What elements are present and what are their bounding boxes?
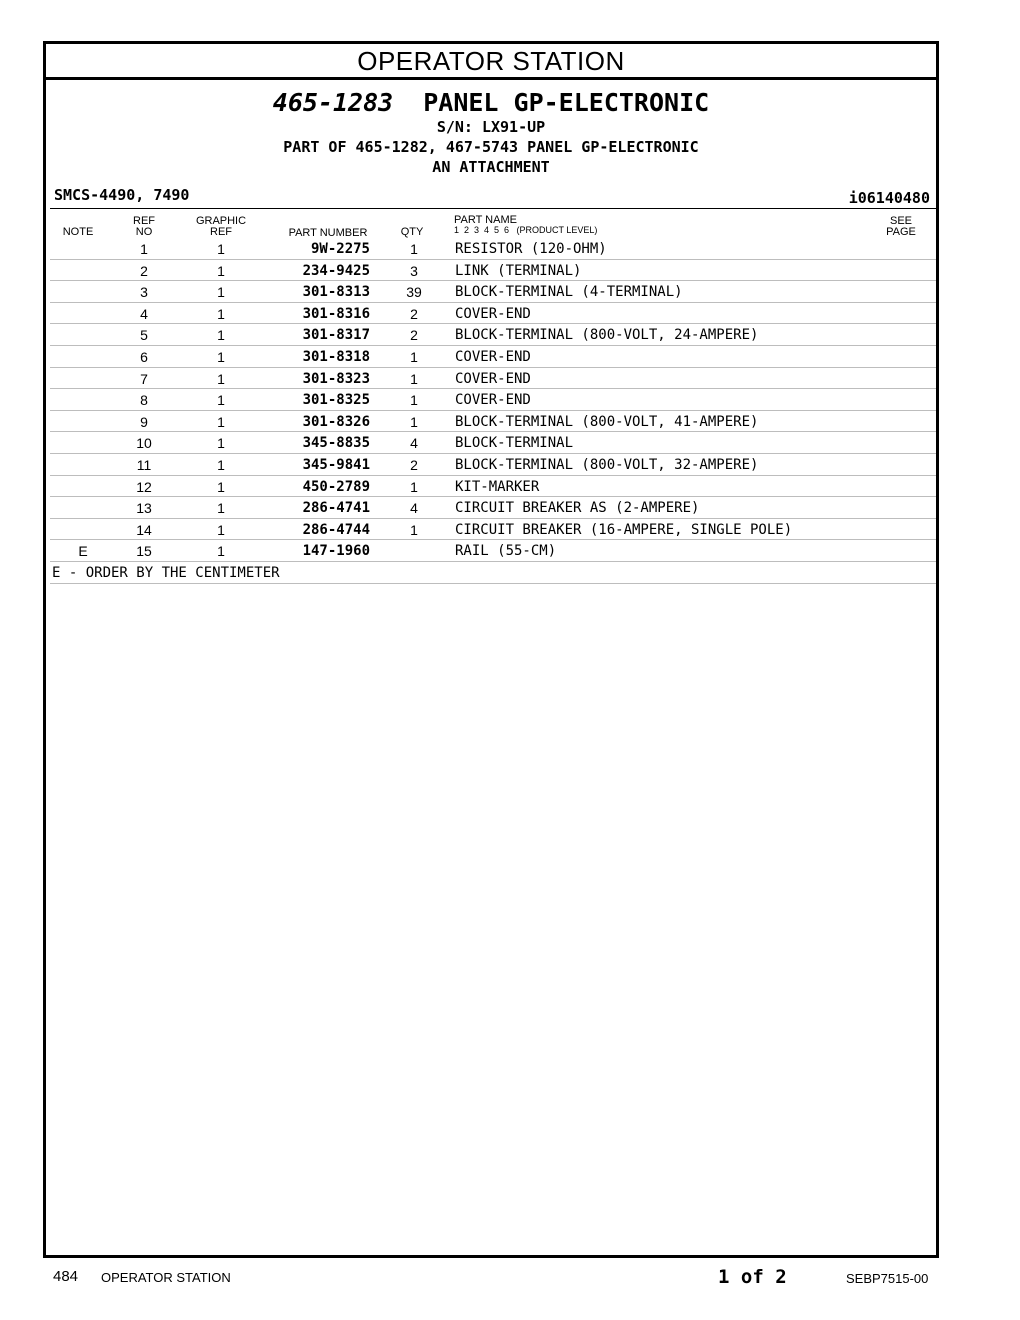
row-graphic-ref: 1: [217, 413, 225, 430]
row-graphic-ref: 1: [217, 392, 225, 409]
row-ref-no: 8: [140, 392, 148, 409]
footnote-text: E - ORDER BY THE CENTIMETER: [52, 564, 280, 581]
row-ref-no: 12: [136, 478, 152, 495]
col-product-level: 1 2 3 4 5 6 (PRODUCT LEVEL): [454, 225, 598, 235]
row-part-name: COVER-END: [455, 392, 531, 409]
table-row: [50, 497, 936, 519]
row-graphic-ref: 1: [217, 543, 225, 560]
page-number: 484: [53, 1268, 79, 1285]
row-qty: 2: [410, 327, 418, 344]
row-qty: 2: [410, 456, 418, 473]
col-note: NOTE: [62, 226, 94, 238]
row-ref-no: 6: [140, 348, 148, 365]
row-graphic-ref: 1: [217, 456, 225, 473]
row-part-name: BLOCK-TERMINAL (4-TERMINAL): [455, 284, 683, 301]
col-part-number: PART NUMBER: [288, 227, 368, 239]
document-id: SEBP7515-00: [846, 1271, 929, 1286]
row-part-name: BLOCK-TERMINAL (800-VOLT, 41-AMPERE): [455, 413, 759, 430]
col-ref-no: NO: [135, 226, 153, 238]
table-row: [50, 281, 936, 303]
row-qty: 1: [410, 521, 418, 538]
row-part-name: RESISTOR (120-OHM): [455, 241, 607, 257]
col-graphic-ref: REF: [210, 226, 232, 238]
table-row: [50, 368, 936, 390]
header-divider: [50, 208, 936, 209]
row-ref-no: 11: [136, 456, 152, 473]
row-graphic-ref: 1: [217, 478, 225, 495]
row-part-name: COVER-END: [455, 348, 531, 365]
row-part-number: 301-8316: [302, 305, 370, 322]
footer-section: OPERATOR STATION: [101, 1270, 231, 1285]
row-qty: 4: [410, 500, 418, 517]
assembly-part-name: PANEL GP-ELECTRONIC: [423, 88, 710, 117]
row-graphic-ref: 1: [217, 284, 225, 301]
row-graphic-ref: 1: [217, 348, 225, 365]
row-part-name: KIT-MARKER: [455, 478, 540, 495]
col-see-page: PAGE: [886, 226, 916, 238]
row-part-name: COVER-END: [455, 305, 531, 322]
row-qty: 3: [410, 262, 418, 279]
table-row: [50, 324, 936, 346]
row-ref-no: 10: [136, 435, 152, 452]
row-ref-no: 13: [136, 500, 152, 517]
row-graphic-ref: 1: [217, 241, 225, 257]
part-of-line: PART OF 465-1282, 467-5743 PANEL GP-ELECTRONIC: [283, 138, 699, 156]
row-graphic-ref: 1: [217, 327, 225, 344]
row-ref-no: 3: [140, 284, 148, 301]
row-ref-no: 2: [140, 262, 148, 279]
col-qty: QTY: [400, 226, 424, 238]
parts-table: [50, 238, 936, 584]
row-ref-no: 7: [140, 370, 148, 387]
row-part-name: BLOCK-TERMINAL (800-VOLT, 32-AMPERE): [455, 456, 759, 473]
table-row: [50, 411, 936, 433]
table-row: [50, 260, 936, 282]
illustration-id: i06140480: [848, 189, 930, 207]
col-see-label: SEE: [889, 215, 912, 227]
table-row: [50, 540, 936, 562]
row-part-number: 301-8325: [302, 392, 370, 409]
row-graphic-ref: 1: [217, 521, 225, 538]
row-part-number: 301-8326: [302, 413, 370, 430]
row-part-number: 147-1960: [302, 543, 370, 560]
row-qty: 1: [410, 348, 418, 365]
section-title: OPERATOR STATION: [46, 44, 936, 80]
row-part-number: 301-8323: [302, 370, 370, 387]
page-of: 1 of 2: [718, 1266, 787, 1288]
row-ref-no: 15: [136, 543, 152, 560]
assembly-title: [46, 88, 936, 117]
row-part-number: 301-8317: [302, 327, 370, 344]
row-graphic-ref: 1: [217, 435, 225, 452]
row-part-name: RAIL (55-CM): [455, 543, 557, 560]
row-part-number: 345-8835: [302, 435, 370, 452]
table-row: [50, 519, 936, 541]
page-frame: [43, 41, 939, 1258]
row-ref-no: 14: [136, 521, 152, 538]
attachment-line: AN ATTACHMENT: [432, 158, 550, 176]
table-row: [50, 476, 936, 498]
row-part-number: 301-8318: [302, 348, 370, 365]
row-part-name: LINK (TERMINAL): [455, 262, 582, 279]
row-qty: 1: [410, 241, 418, 257]
table-row: [50, 389, 936, 411]
row-graphic-ref: 1: [217, 370, 225, 387]
row-part-number: 450-2789: [302, 478, 370, 495]
row-qty: 1: [410, 392, 418, 409]
table-row: [50, 454, 936, 476]
row-qty: 39: [406, 284, 422, 301]
col-ref-label: REF: [133, 215, 155, 227]
row-part-number: 286-4744: [302, 521, 370, 538]
row-part-number: 9W-2275: [310, 241, 370, 257]
row-part-number: 345-9841: [302, 456, 370, 473]
row-qty: 1: [410, 478, 418, 495]
row-graphic-ref: 1: [217, 500, 225, 517]
table-row: [50, 432, 936, 454]
serial-number: S/N: LX91-UP: [436, 118, 546, 136]
row-part-name: BLOCK-TERMINAL: [455, 435, 574, 452]
row-graphic-ref: 1: [217, 262, 225, 279]
table-row: [50, 346, 936, 368]
row-part-number: 301-8313: [302, 284, 370, 301]
row-ref-no: 4: [140, 305, 148, 322]
row-ref-no: 9: [140, 413, 148, 430]
footnote-row: [50, 562, 936, 584]
row-qty: 4: [410, 435, 418, 452]
row-qty: 1: [410, 413, 418, 430]
row-part-name: CIRCUIT BREAKER (16-AMPERE, SINGLE POLE): [455, 521, 793, 538]
row-part-name: COVER-END: [455, 370, 531, 387]
row-note: E: [78, 543, 88, 560]
row-part-name: CIRCUIT BREAKER AS (2-AMPERE): [455, 500, 700, 517]
smcs-codes: SMCS-4490, 7490: [54, 186, 190, 204]
row-ref-no: 5: [140, 327, 148, 344]
row-part-number: 286-4741: [302, 500, 370, 517]
table-row: [50, 238, 936, 260]
row-ref-no: 1: [140, 241, 148, 257]
row-part-number: 234-9425: [302, 262, 370, 279]
row-qty: 1: [410, 370, 418, 387]
row-graphic-ref: 1: [217, 305, 225, 322]
table-row: [50, 303, 936, 325]
row-qty: 2: [410, 305, 418, 322]
col-graphic-label: GRAPHIC: [195, 215, 247, 227]
assembly-part-number: 465-1283: [272, 88, 394, 117]
col-part-name: PART NAME: [454, 214, 517, 226]
row-part-name: BLOCK-TERMINAL (800-VOLT, 24-AMPERE): [455, 327, 759, 344]
